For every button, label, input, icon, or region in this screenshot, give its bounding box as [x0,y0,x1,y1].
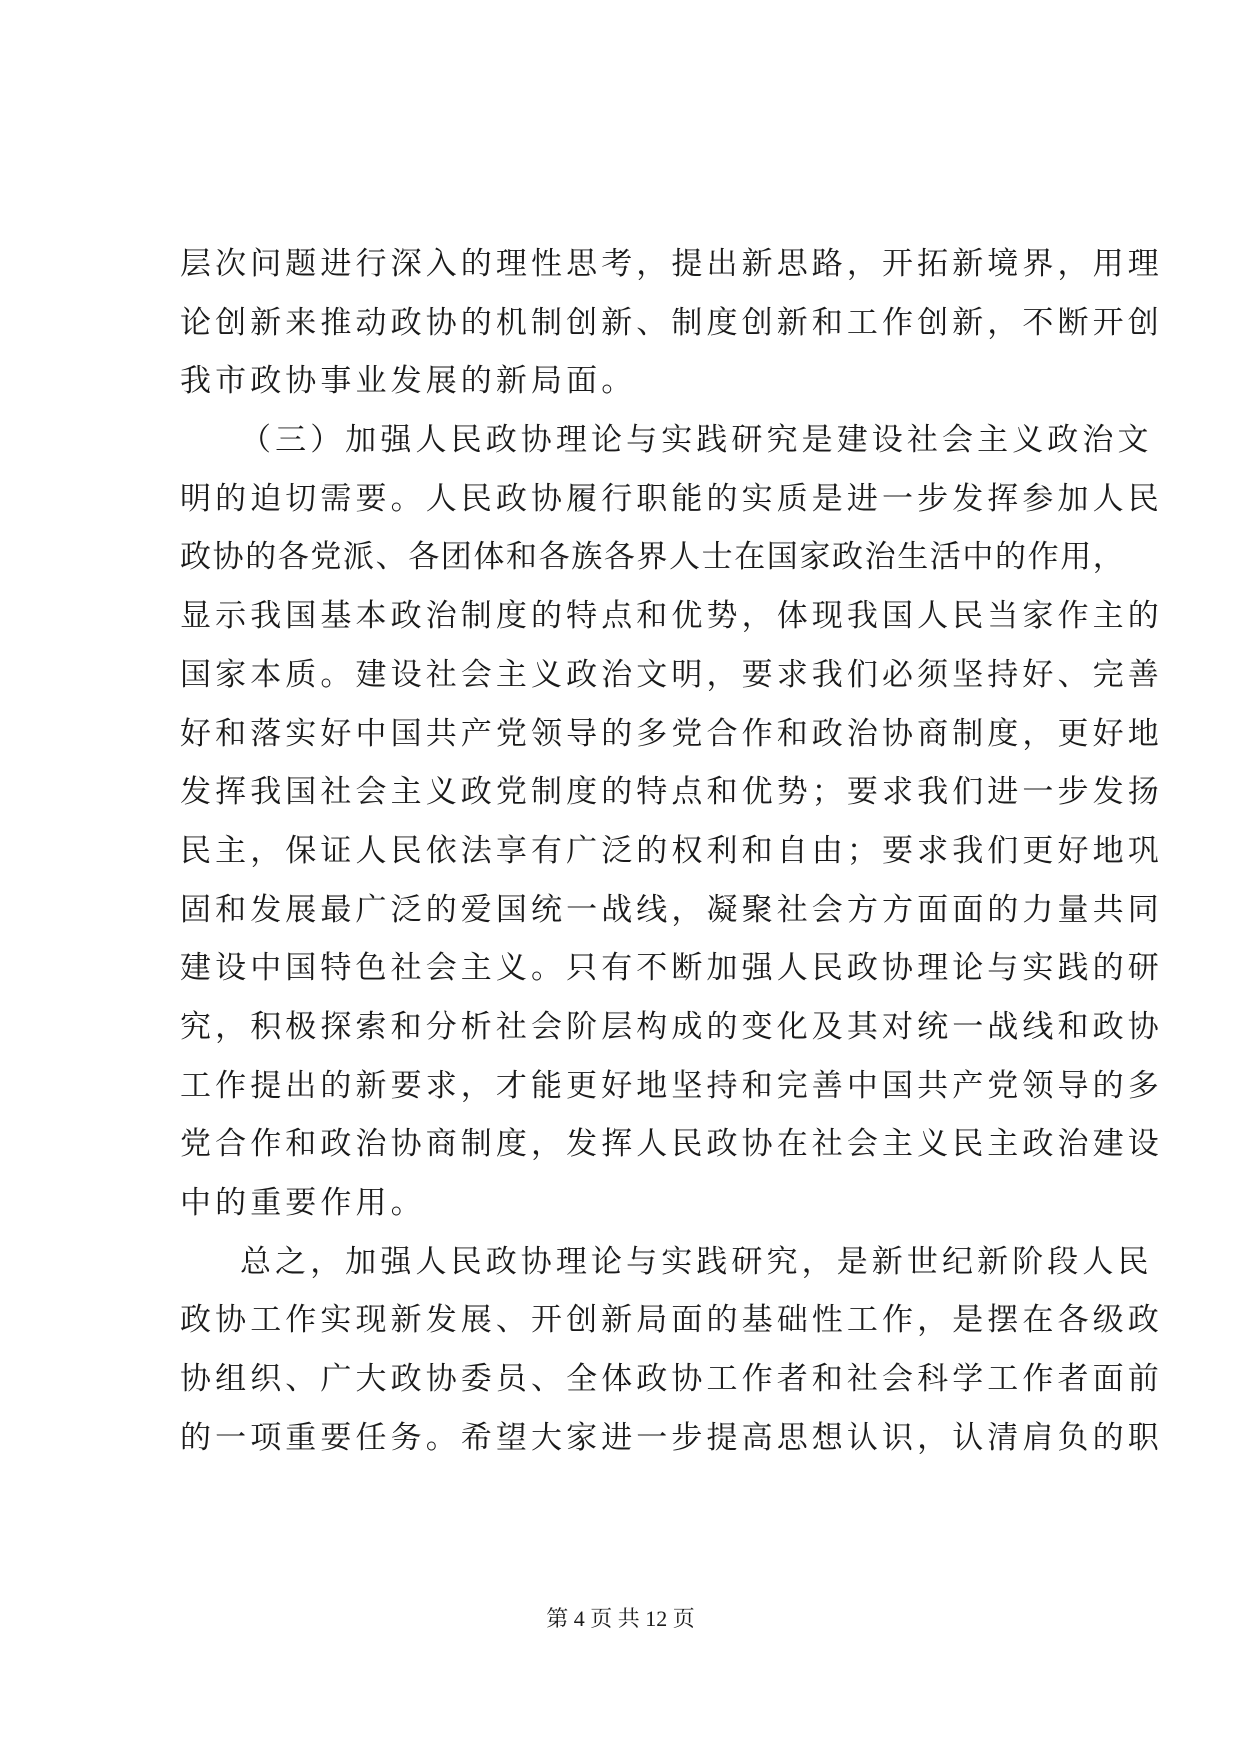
text-line: 党合作和政治协商制度，发挥人民政协在社会主义民主政治建设 [180,1126,1163,1163]
text-line: 国家本质。建设社会主义政治文明，要求我们必须坚持好、完善 [180,656,1163,693]
text-line: 的一项重要任务。希望大家进一步提高思想认识，认清肩负的职 [180,1419,1163,1456]
text-line: 建设中国特色社会主义。只有不断加强人民政协理论与实践的研 [180,950,1163,987]
text-line: 显示我国基本政治制度的特点和优势，体现我国人民当家作主的 [180,598,1163,635]
text-line: 论创新来推动政协的机制创新、制度创新和工作创新，不断开创 [180,304,1163,341]
text-line: 究，积极探索和分析社会阶层构成的变化及其对统一战线和政协 [180,1008,1163,1045]
text-line: 层次问题进行深入的理性思考，提出新思路，开拓新境界，用理 [180,246,1163,282]
page-number-label: 第 4 页 共 12 页 [546,1606,695,1631]
text-line: 民主，保证人民依法享有广泛的权利和自由；要求我们更好地巩 [180,832,1163,869]
text-line: 好和落实好中国共产党领导的多党合作和政治协商制度，更好地 [180,715,1163,752]
page-footer [0,1604,1241,1634]
text-line: 中的重要作用。 [180,1185,426,1221]
text-line: 协组织、广大政协委员、全体政协工作者和社会科学工作者面前 [180,1361,1163,1398]
section-heading-line: （三）加强人民政协理论与实践研究是建设社会主义政治文 [240,422,1153,459]
text-line: 发挥我国社会主义政党制度的特点和优势；要求我们进一步发扬 [180,774,1163,811]
text-line: 我市政协事业发展的新局面。 [180,363,637,400]
text-line: 工作提出的新要求，才能更好地坚持和完善中国共产党领导的多 [180,1067,1163,1104]
text-line: 政协的各党派、各团体和各族各界人士在国家政治生活中的作用， [180,539,1126,576]
paragraph-start-line: 总之，加强人民政协理论与实践研究，是新世纪新阶段人民 [240,1243,1153,1280]
body-text [180,235,1163,1467]
text-line: 固和发展最广泛的爱国统一战线，凝聚社会方方面面的力量共同 [180,891,1163,928]
text-line: 明的迫切需要。人民政协履行职能的实质是进一步发挥参加人民 [180,480,1163,517]
text-line: 政协工作实现新发展、开创新局面的基础性工作，是摆在各级政 [180,1302,1163,1339]
